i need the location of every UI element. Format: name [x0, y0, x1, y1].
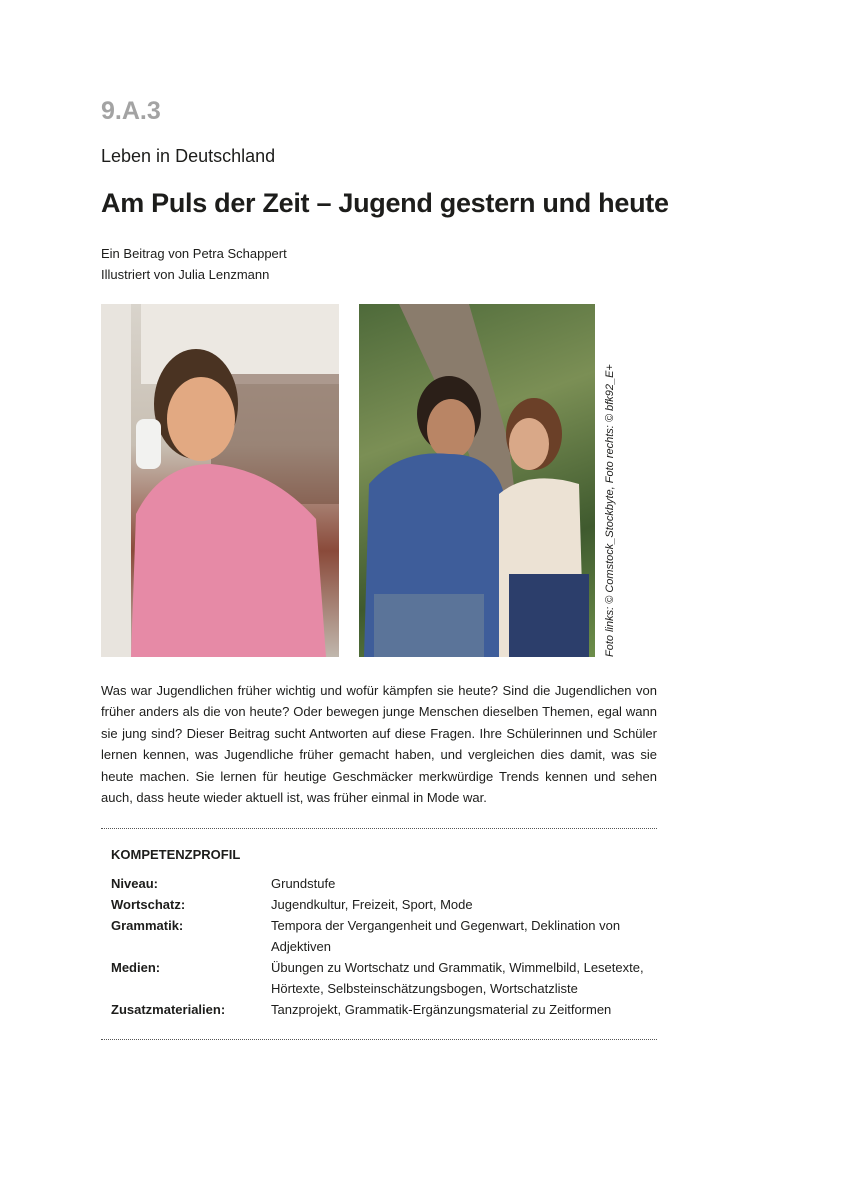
kompetenzprofil-heading: KOMPETENZPROFIL: [111, 847, 241, 863]
profile-label: Zusatzmaterialien:: [111, 1002, 226, 1018]
illustrator-line: Illustriert von Julia Lenzmann: [101, 267, 270, 282]
photo-right-illustration: [359, 304, 595, 657]
photo-girl-on-telephone: [101, 304, 339, 657]
profile-label: Niveau:: [111, 876, 158, 892]
profile-value: Tanzprojekt, Grammatik-Ergänzungsmaterial zu Zeitformen: [271, 1002, 612, 1018]
photo-left-illustration: [101, 304, 339, 657]
profile-row-niveau: [111, 873, 657, 894]
profile-value: Jugendkultur, Freizeit, Sport, Mode: [271, 897, 473, 913]
lower-section: [101, 680, 657, 1040]
divider-bottom: [101, 1039, 657, 1040]
profile-label: Medien:: [111, 960, 161, 976]
profile-label: Grammatik:: [111, 918, 184, 934]
profile-value: Grundstufe: [271, 876, 336, 892]
intro-paragraph: Was war Jugendlichen früher wichtig und wofür kämpfen sie heute? Sind die Jugendlichen von früher anders als die von heute? Oder bewegen junge Menschen dieselben Themen, egal wann sie jung sind? Dieser Beitrag sucht Antworten auf diese Fragen. Ihre Schülerinnen und Schüler lernen kennen, was Jugendliche früher gemacht haben, und vergleichen dies damit, was sie heute machen. Sie lernen für heutige Geschmäcker merkwürdige Trends kennen und sehen auch, dass heute wieder aktuell ist, was früher einmal in Mode war.: [101, 683, 657, 806]
photo-young-couple-with-phone: [359, 304, 595, 657]
profile-row-medien: [111, 957, 657, 999]
profile-row-wortschatz: [111, 894, 657, 915]
profile-row-grammatik: [111, 915, 657, 957]
profile-value: Tempora der Vergangenheit und Gegenwart, Deklination von Adjektiven: [271, 918, 621, 955]
profile-row-zusatzmaterialien: [111, 999, 657, 1020]
series-title: Leben in Deutschland: [101, 146, 276, 166]
author-line: Ein Beitrag von Petra Schappert: [101, 246, 287, 261]
page-title: Am Puls der Zeit – Jugend gestern und heute: [101, 188, 669, 218]
photo-credit: Foto links: © Comstock_Stockbyte, Foto rechts: © bfk92_E+: [604, 364, 616, 657]
section-code: 9.A.3: [101, 97, 161, 125]
profile-label: Wortschatz:: [111, 897, 186, 913]
divider-top: [101, 828, 657, 829]
kompetenzprofil-table: [111, 873, 657, 1020]
profile-value: Übungen zu Wortschatz und Grammatik, Wimmelbild, Lesetexte, Hörtexte, Selbsteinschätzungsbogen, Wortschatzliste: [271, 960, 644, 997]
